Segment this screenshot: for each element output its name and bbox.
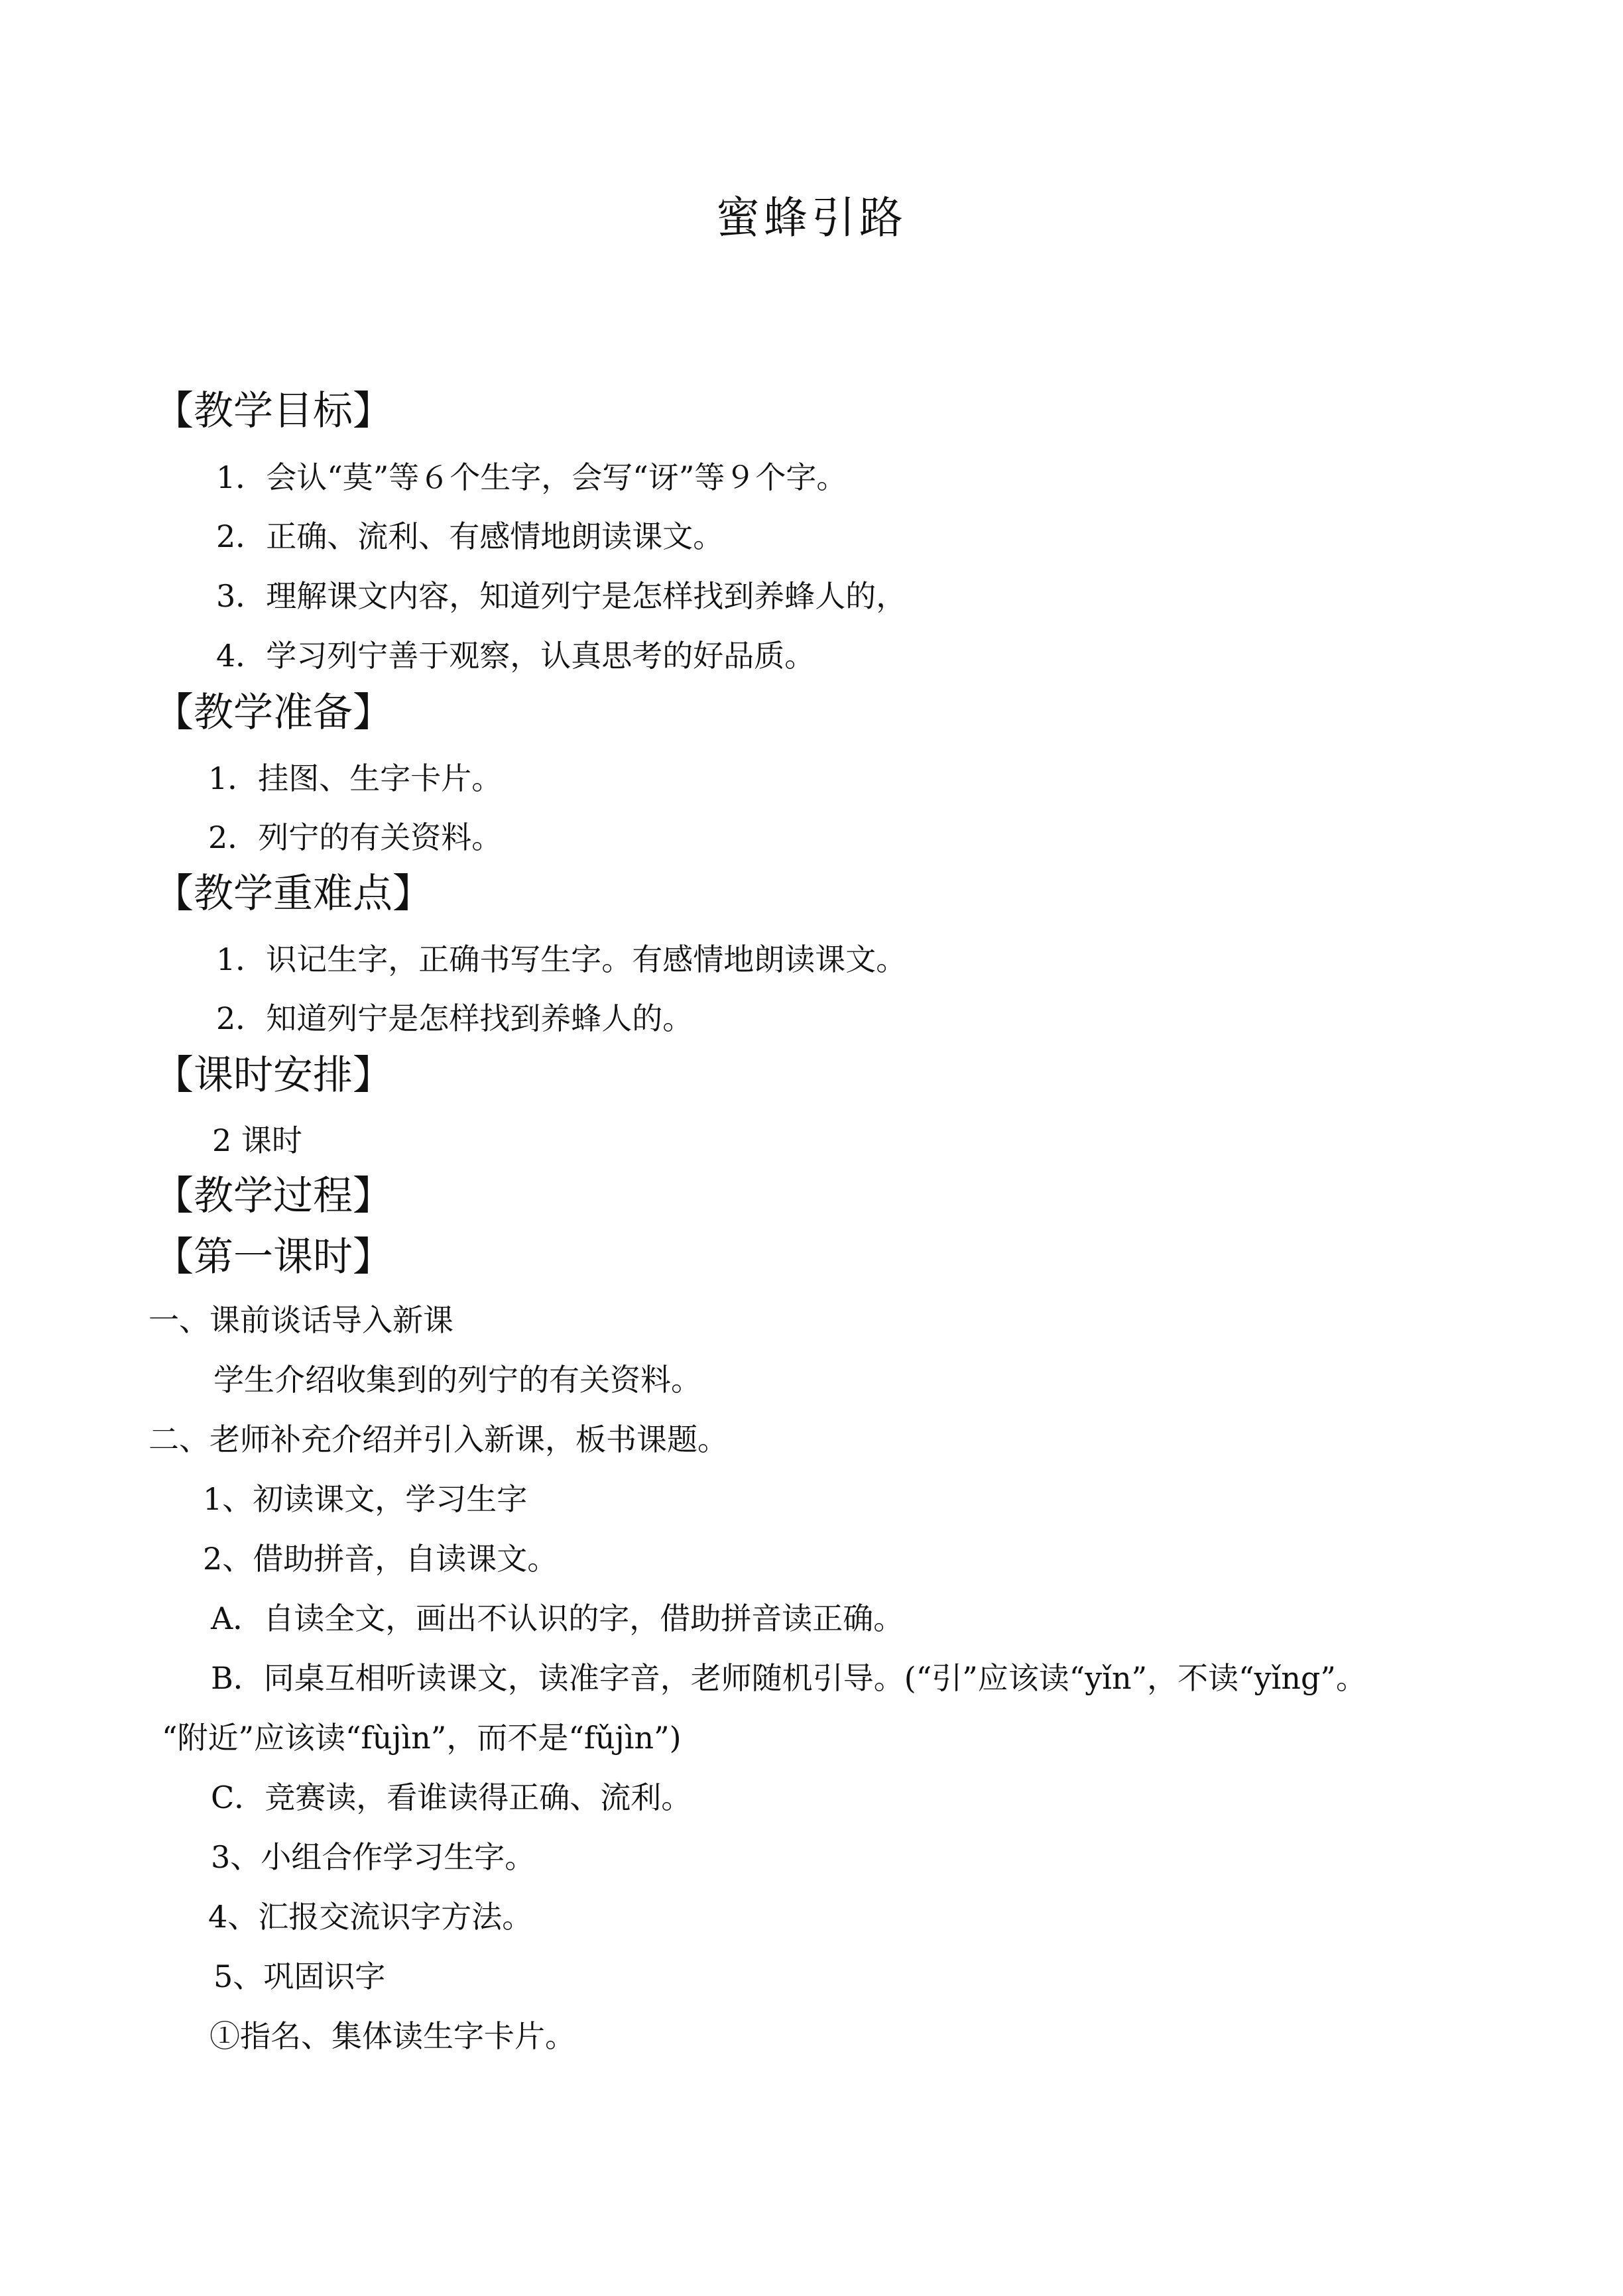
prep-item-1: 1．挂图、生字卡片。 (208, 760, 503, 796)
process-line: A．自读全文，画出不认识的字，借助拼音读正确。 (211, 1601, 904, 1636)
key-item-2: 2．知道列宁是怎样找到养蜂人的。 (216, 1000, 693, 1036)
goal-item-4: 4．学习列宁善于观察，认真思考的好品质。 (216, 638, 815, 674)
heading-teaching-process: 【教学过程】 (154, 1173, 392, 1219)
goal-item-1: 1．会认“莫”等６个生字，会写“讶”等９个字。 (216, 459, 847, 495)
goal-item-3: 3．理解课文内容，知道列宁是怎样找到养蜂人的， (216, 578, 907, 614)
process-line: 2、借助拼音，自读课文。 (203, 1541, 558, 1577)
process-line: “附近”应该读“fùjìn”，而不是“fǔjìn”) (162, 1720, 682, 1756)
heading-teaching-goals: 【教学目标】 (154, 388, 392, 434)
process-line: 3、小组合作学习生字。 (211, 1839, 536, 1875)
process-line: 学生介绍收集到的列宁的有关资料。 (213, 1362, 701, 1398)
goal-item-2: 2．正确、流利、有感情地朗读课文。 (216, 518, 724, 554)
heading-teaching-prep: 【教学准备】 (154, 690, 392, 736)
prep-item-2: 2．列宁的有关资料。 (208, 819, 503, 855)
process-line: B．同桌互相听读课文，读准字音，老师随机引导。(“引”应该读“yǐn”，不读“yǐng”。 (211, 1660, 1366, 1696)
process-line: 5、巩固识字 (213, 1959, 386, 1994)
heading-schedule: 【课时安排】 (154, 1052, 392, 1099)
key-item-1: 1．识记生字，正确书写生字。有感情地朗读课文。 (216, 941, 907, 977)
process-line: 1、初读课文，学习生字 (203, 1481, 528, 1517)
document-title: 蜜蜂引路 (716, 192, 907, 243)
process-line: C．竞赛读，看谁读得正确、流利。 (211, 1780, 692, 1815)
heading-key-points: 【教学重难点】 (154, 871, 432, 917)
schedule-item: 2 课时 (212, 1122, 302, 1158)
process-line: 4、汇报交流识字方法。 (208, 1899, 533, 1935)
process-step-1: 一、课前谈话导入新课 (149, 1302, 453, 1338)
process-line: ①指名、集体读生字卡片。 (210, 2018, 575, 2054)
heading-first-lesson: 【第一课时】 (154, 1234, 392, 1280)
process-step-2: 二、老师补充介绍并引入新课，板书课题。 (149, 1421, 728, 1457)
